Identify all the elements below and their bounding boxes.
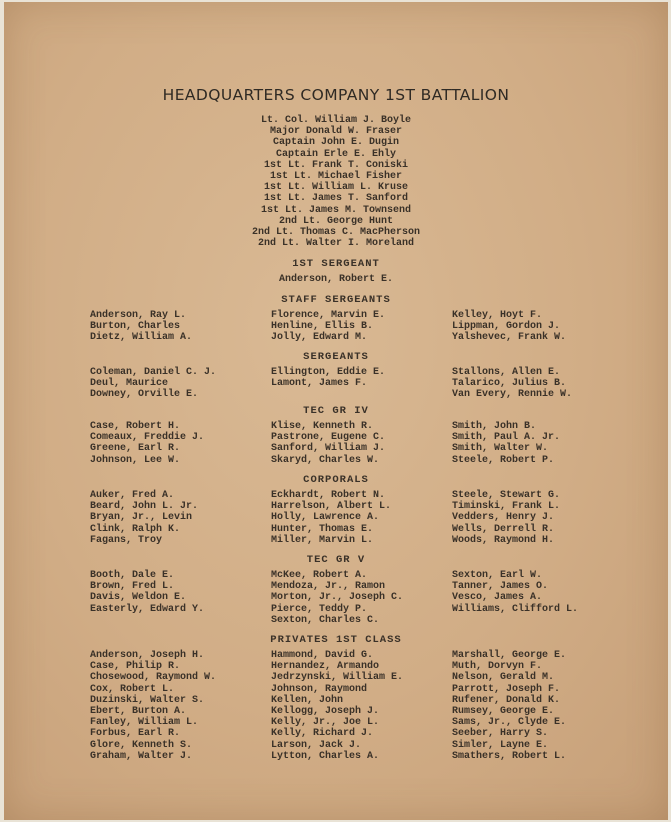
roster-name: Duzinski, Walter S. (90, 694, 205, 706)
roster-name: Kellen, John (271, 694, 344, 706)
section-heading-staff-sergeants: STAFF SERGEANTS (281, 294, 391, 306)
roster-name: Case, Philip R. (90, 661, 181, 673)
roster-name: Rufener, Donald K. (452, 694, 561, 706)
roster-name: Hernandez, Armando (271, 661, 380, 673)
roster-name: Davis, Weldon E. (90, 592, 187, 604)
tec-gr-v-column-1 (90, 570, 204, 615)
roster-name: Woods, Raymond H. (452, 534, 555, 546)
tec-gr-iv-column-2 (271, 421, 385, 466)
roster-name: Pierce, Teddy P. (271, 603, 368, 615)
roster-name: Harrelson, Albert L. (271, 501, 392, 513)
roster-name: Auker, Fred A. (90, 490, 175, 501)
roster-name: Muth, Dorvyn F. (452, 661, 543, 673)
roster-name: Steele, Robert P. (452, 454, 555, 466)
roster-name: Comeaux, Freddie J. (90, 432, 205, 444)
roster-name: Nelson, Gerald M. (452, 672, 555, 684)
roster-name: Kelly, Jr., Joe L. (271, 717, 380, 729)
roster-name: Case, Robert H. (90, 421, 181, 432)
roster-name: Coleman, Daniel C. J. (90, 367, 217, 378)
sergeants-column-3 (452, 367, 572, 401)
roster-name: Brown, Fred L. (90, 581, 175, 593)
roster-name: Kellogg, Joseph J. (271, 705, 380, 717)
roster-name: Sexton, Charles C. (271, 614, 380, 626)
officer-name: Captain Erle E. Ehly (275, 148, 397, 160)
roster-name: Cox, Robert L. (90, 683, 175, 695)
officer-name: 2nd Lt. George Hunt (278, 215, 394, 227)
roster-name: Vedders, Henry J. (452, 512, 555, 524)
roster-name: Glore, Kenneth S. (90, 739, 193, 751)
section-heading-first-sergeant: 1ST SERGEANT (292, 258, 380, 270)
roster-name: Van Every, Rennie W. (452, 389, 573, 401)
roster-name: Downey, Orville E. (90, 389, 199, 401)
officer-list (4, 115, 668, 249)
officer-name: Lt. Col. William J. Boyle (260, 115, 412, 126)
roster-name: Florence, Marvin E. (271, 310, 386, 321)
roster-name: Wells, Derrell R. (452, 523, 555, 535)
roster-name: Jedrzynski, William E. (271, 672, 404, 684)
roster-name: Greene, Earl R. (90, 443, 181, 455)
roster-name: Chosewood, Raymond W. (90, 672, 217, 684)
roster-name: Smith, Paul A. Jr. (452, 432, 561, 444)
officer-name: 2nd Lt. Walter I. Moreland (257, 238, 415, 250)
roster-name: Simler, Layne E. (452, 739, 549, 751)
section-heading-corporals: CORPORALS (303, 474, 369, 486)
roster-name: Eckhardt, Robert N. (271, 490, 386, 501)
staff-sergeants-column-1 (90, 310, 192, 344)
roster-name: Morton, Jr., Joseph C. (271, 592, 404, 604)
officer-name: 1st Lt. William L. Kruse (263, 182, 409, 194)
roster-name: Smith, John B. (452, 421, 537, 432)
page-title: HEADQUARTERS COMPANY 1ST BATTALION (162, 86, 510, 104)
roster-name: Sexton, Earl W. (452, 570, 543, 581)
roster-name: Graham, Walter J. (90, 750, 193, 762)
roster-name: Pastrone, Eugene C. (271, 432, 386, 444)
roster-name: Ellington, Eddie E. (271, 367, 386, 378)
section-heading-tec-gr-v: TEC GR V (306, 554, 366, 566)
staff-sergeants-column-2 (271, 310, 385, 344)
roster-name: Sanford, William J. (271, 443, 386, 455)
tec-gr-v-column-2 (271, 570, 403, 626)
roster-name: Sams, Jr., Clyde E. (452, 717, 567, 729)
roster-name: Skaryd, Charles W. (271, 454, 380, 466)
roster-name: Fanley, William L. (90, 717, 199, 729)
roster-name: Yalshevec, Frank W. (452, 332, 567, 344)
roster-name: Marshall, George E. (452, 650, 567, 661)
roster-name: Anderson, Ray L. (90, 310, 187, 321)
roster-name: Parrott, Joseph F. (452, 683, 561, 695)
tec-gr-iv-column-1 (90, 421, 204, 466)
section-heading-sergeants: SERGEANTS (303, 351, 369, 363)
roster-name: Klise, Kenneth R. (271, 421, 374, 432)
roster-name: Talarico, Julius B. (452, 378, 567, 390)
roster-name: Hammond, David G. (271, 650, 374, 661)
roster-name: Lytton, Charles A. (271, 750, 380, 762)
section-heading-tec-gr-iv: TEC GR IV (303, 405, 369, 417)
roster-name: Rumsey, George E. (452, 705, 555, 717)
roster-name: Anderson, Joseph H. (90, 650, 205, 661)
roster-name: Smith, Walter W. (452, 443, 549, 455)
roster-name: Steele, Stewart G. (452, 490, 561, 501)
roster-name: Holly, Lawrence A. (271, 512, 380, 524)
roster-page (4, 2, 668, 820)
section-heading-privates-1st-class: PRIVATES 1ST CLASS (270, 634, 402, 646)
roster-name: Williams, Clifford L. (452, 603, 579, 615)
tec-gr-iv-column-3 (452, 421, 560, 466)
roster-name: Deul, Maurice (90, 378, 169, 390)
roster-name: Kelley, Hoyt F. (452, 310, 543, 321)
roster-name: Johnson, Raymond (271, 683, 368, 695)
corporals-column-2 (271, 490, 391, 546)
roster-name: Jolly, Edward M. (271, 332, 368, 344)
roster-name: Lamont, James F. (271, 378, 368, 390)
roster-name: Larson, Jack J. (271, 739, 362, 751)
officer-name: 1st Lt. Michael Fisher (269, 171, 403, 183)
roster-name: Stallons, Allen E. (452, 367, 561, 378)
roster-name: Hunter, Thomas E. (271, 523, 374, 535)
roster-name: Burton, Charles (90, 321, 181, 333)
privates-column-2 (271, 650, 403, 762)
roster-name: Bryan, Jr., Levin (90, 512, 193, 524)
sergeants-column-2 (271, 367, 385, 389)
officer-name: Captain John E. Dugin (272, 137, 400, 149)
officer-name: Major Donald W. Fraser (269, 126, 403, 138)
tec-gr-v-column-3 (452, 570, 578, 615)
officer-name: 2nd Lt. Thomas C. MacPherson (251, 227, 421, 239)
roster-name: Lippman, Gordon J. (452, 321, 561, 333)
first-sergeant-name: Anderson, Robert E. (278, 274, 394, 285)
roster-name: Fagans, Troy (90, 534, 163, 546)
corporals-column-3 (452, 490, 560, 546)
roster-name: Vesco, James A. (452, 592, 543, 604)
roster-name: Tanner, James O. (452, 581, 549, 593)
roster-name: Seeber, Harry S. (452, 728, 549, 740)
staff-sergeants-column-3 (452, 310, 566, 344)
roster-name: Ebert, Burton A. (90, 705, 187, 717)
privates-column-1 (90, 650, 216, 762)
roster-name: Timinski, Frank L. (452, 501, 561, 513)
roster-name: Beard, John L. Jr. (90, 501, 199, 513)
roster-name: Smathers, Robert L. (452, 750, 567, 762)
officer-name: 1st Lt. Frank T. Coniski (263, 159, 409, 171)
sergeants-column-1 (90, 367, 216, 401)
roster-name: Booth, Dale E. (90, 570, 175, 581)
roster-name: Henline, Ellis B. (271, 321, 374, 333)
privates-column-3 (452, 650, 566, 762)
roster-name: Kelly, Richard J. (271, 728, 374, 740)
roster-name: Easterly, Edward Y. (90, 603, 205, 615)
roster-name: Mendoza, Jr., Ramon (271, 581, 386, 593)
corporals-column-1 (90, 490, 198, 546)
roster-name: Forbus, Earl R. (90, 728, 181, 740)
roster-name: Clink, Ralph K. (90, 523, 181, 535)
roster-name: Miller, Marvin L. (271, 534, 374, 546)
roster-name: McKee, Robert A. (271, 570, 368, 581)
roster-name: Johnson, Lee W. (90, 454, 181, 466)
officer-name: 1st Lt. James T. Sanford (263, 193, 409, 205)
roster-name: Dietz, William A. (90, 332, 193, 344)
officer-name: 1st Lt. James M. Townsend (260, 204, 412, 216)
